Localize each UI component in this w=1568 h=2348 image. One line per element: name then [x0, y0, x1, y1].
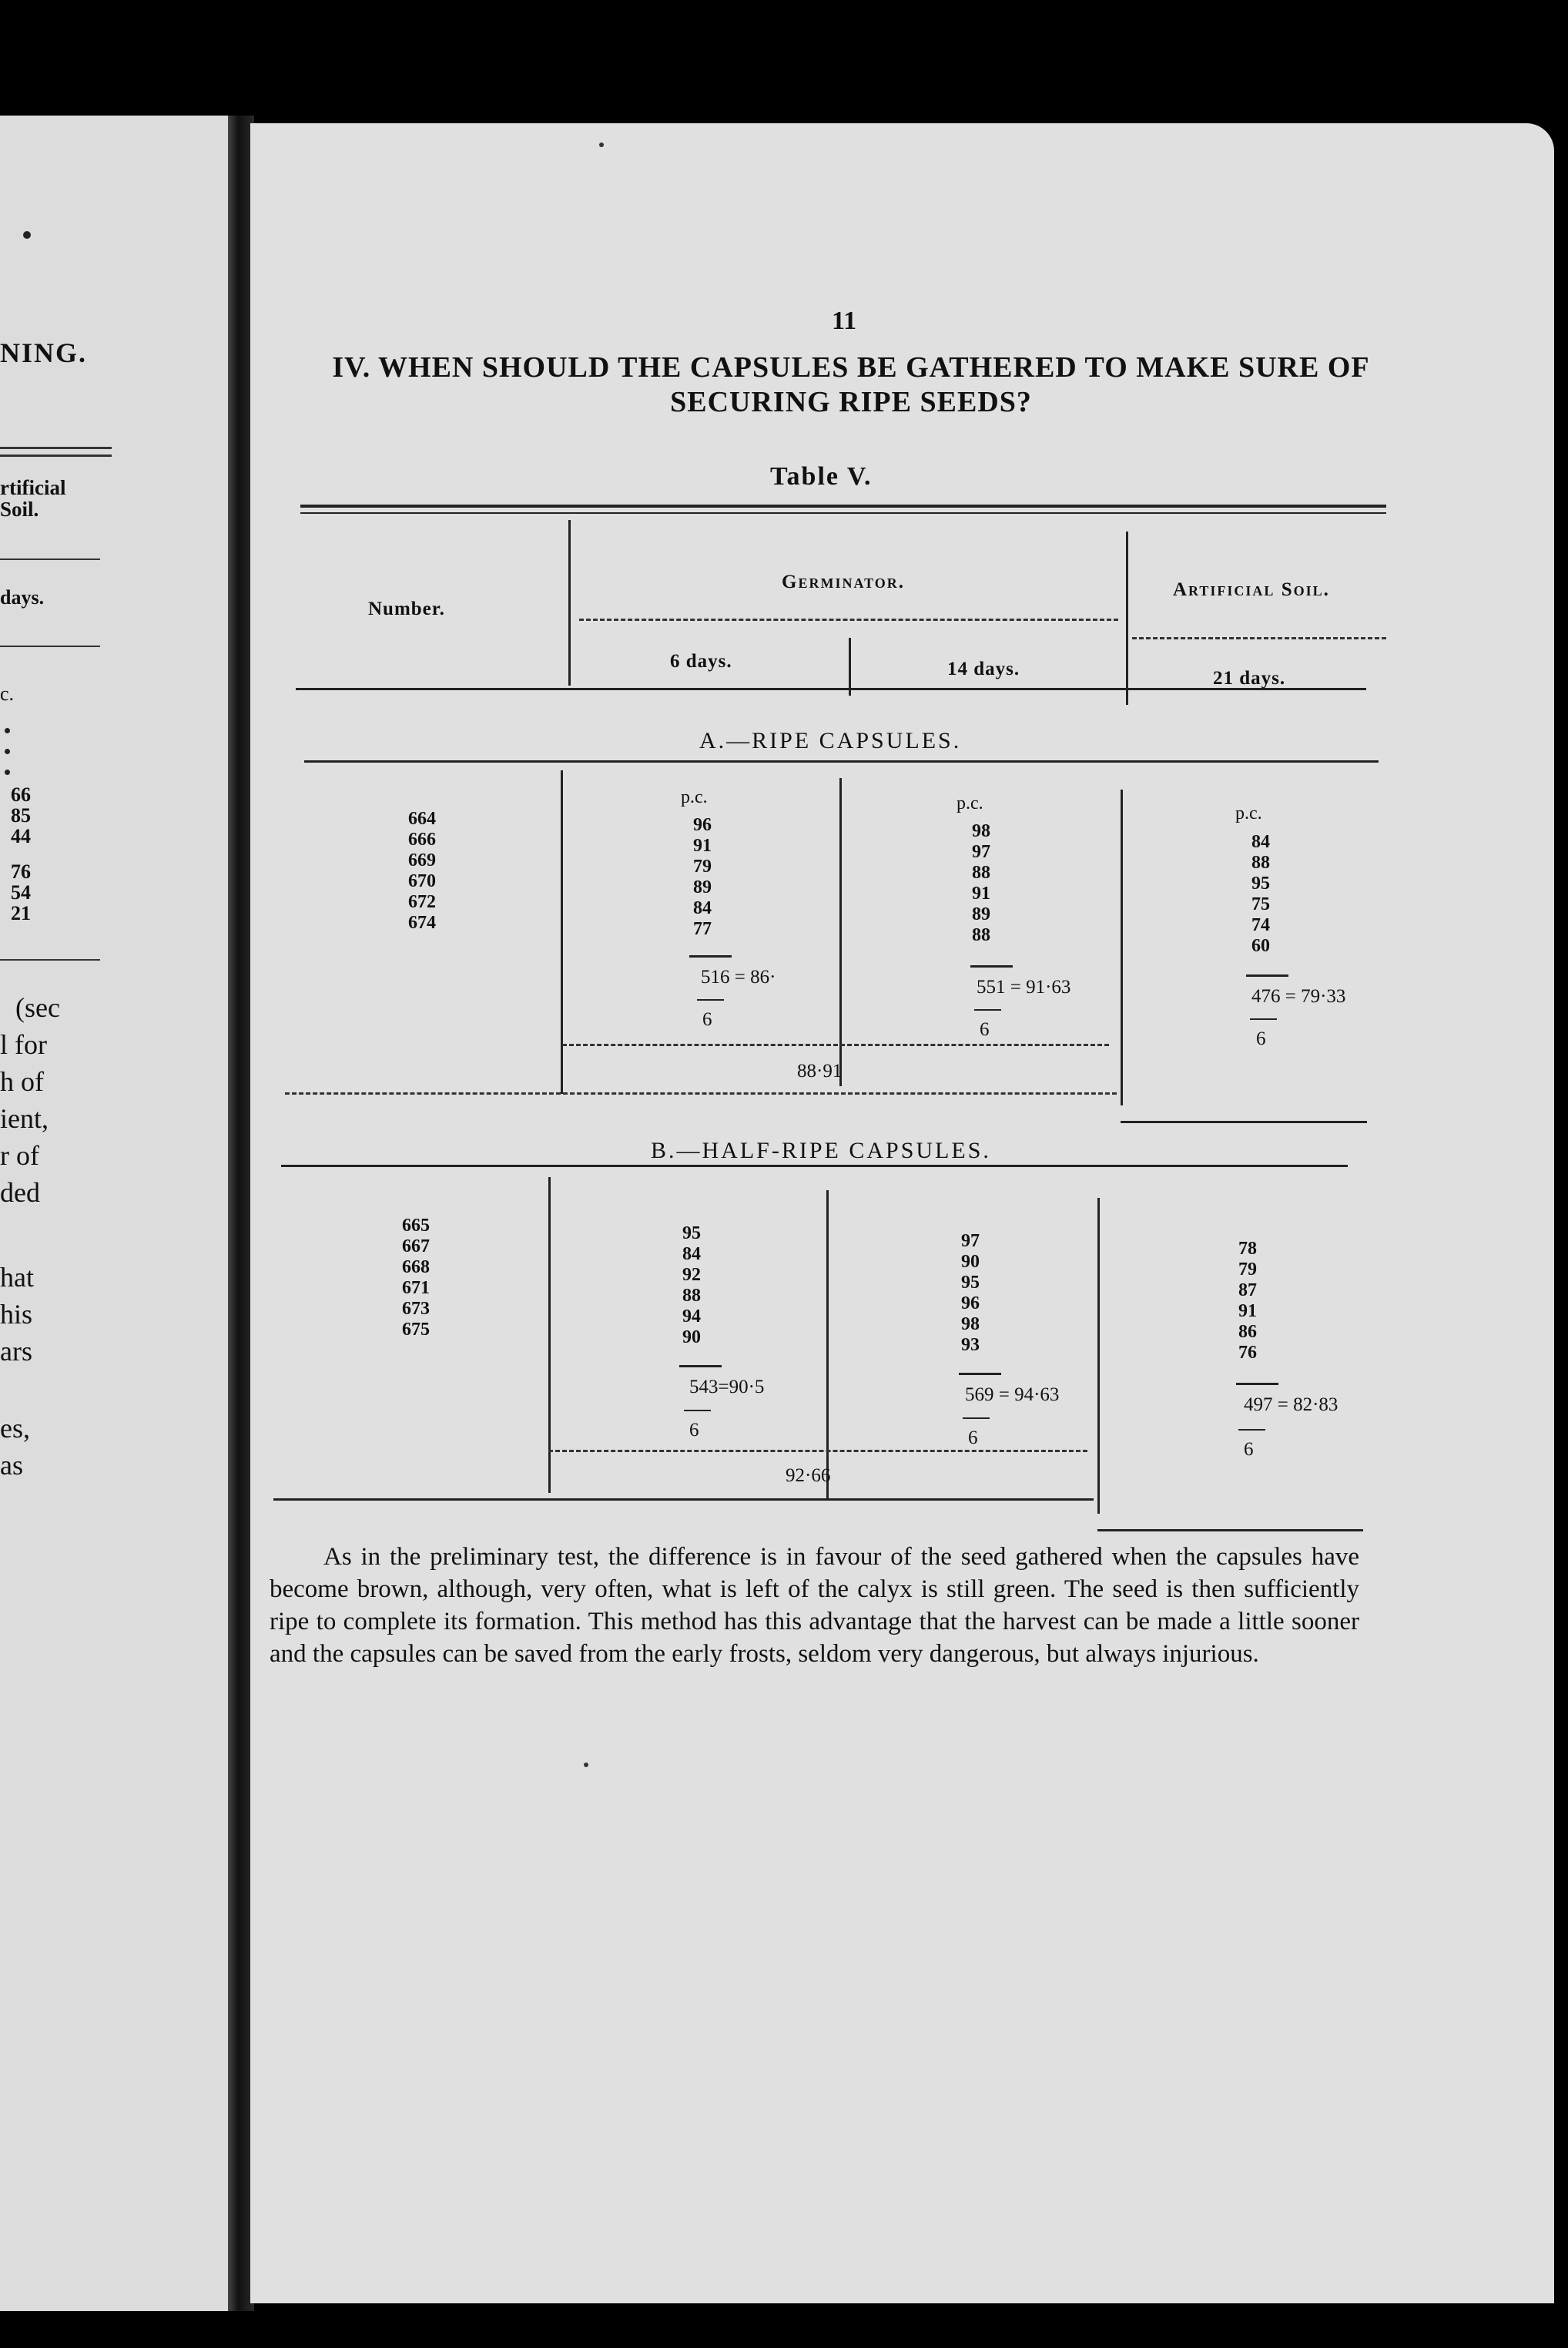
section-b-rule [281, 1165, 1348, 1167]
value: 84 [693, 898, 712, 918]
left-rule [0, 558, 100, 560]
value: 88 [682, 1286, 701, 1306]
section-b-14-days-sum: 569 = 94·63 [965, 1384, 1060, 1405]
value: 88 [1251, 853, 1270, 873]
value: 74 [1251, 915, 1270, 935]
value: 60 [1251, 936, 1270, 956]
section-b-6-days-values [682, 1223, 701, 1348]
value: 94 [682, 1306, 701, 1327]
scan-speck [599, 143, 604, 147]
left-text-fragment: es, [0, 1413, 30, 1444]
col-divider [568, 520, 571, 686]
left-text-fragment: r of [0, 1140, 39, 1171]
left-double-rule [0, 455, 112, 457]
left-text-fragment: ient, [0, 1103, 49, 1134]
value: 91 [693, 836, 712, 856]
fraction-rule [1238, 1429, 1265, 1431]
section-a-title: A.—RIPE CAPSULES. [699, 728, 962, 753]
left-text-fragment: h of [0, 1066, 44, 1097]
left-value: 76 [11, 860, 31, 883]
sample-number: 669 [408, 850, 436, 870]
divisor: 6 [689, 1420, 699, 1441]
col-divider [839, 778, 842, 1086]
col-divider [1126, 532, 1128, 705]
heading-line-2: SECURING RIPE SEEDS? [670, 385, 1032, 418]
page [250, 123, 1554, 2303]
paragraph-text: As in the preliminary test, the difference is in favour of the seed gathered when the capsules have become brown, although, very often, what is left of the calyx is still green. The seed is then sufficiently ripe to complete its formation. This method has this advantage that the harvest can be made a little sooner and the capsules can be saved from the early frosts, seldom very dangerous, but always injurious. [270, 1543, 1359, 1668]
section-b-21-days-values [1238, 1239, 1257, 1364]
left-value: 85 [11, 804, 31, 827]
section-a-bottom-rule [285, 1092, 1117, 1095]
col-divider [826, 1190, 829, 1498]
left-col-header-2: Soil. [0, 498, 39, 521]
value: 79 [1238, 1260, 1257, 1280]
value: 87 [1238, 1280, 1257, 1300]
section-a-14-days-sum: 551 = 91·63 [977, 977, 1071, 998]
header-21-days: 21 days. [1213, 668, 1286, 689]
header-bottom-rule [296, 688, 1366, 690]
section-a-bottom-rule [1121, 1121, 1367, 1123]
value: 97 [972, 842, 990, 862]
unit-label: p.c. [957, 793, 983, 813]
value: 90 [682, 1327, 701, 1347]
value: 79 [693, 857, 712, 877]
left-page-edge [0, 116, 231, 2311]
value: 96 [961, 1293, 980, 1313]
section-b-21-days-sum: 497 = 82·83 [1244, 1394, 1338, 1415]
fraction-rule [974, 1009, 1001, 1011]
sample-number: 668 [402, 1257, 430, 1277]
sample-number: 672 [408, 892, 436, 912]
fraction-rule [697, 999, 724, 1001]
value: 89 [693, 877, 712, 897]
col-divider [1097, 1198, 1100, 1514]
section-a-14-days-values [972, 821, 990, 946]
header-germinator: Germinator. [782, 572, 906, 592]
header-number: Number. [368, 599, 445, 619]
divisor: 6 [1244, 1439, 1254, 1460]
body-paragraph [270, 1541, 1359, 1670]
sample-number: 674 [408, 913, 436, 933]
left-dot [5, 749, 10, 754]
value: 84 [682, 1244, 701, 1264]
left-dot [23, 231, 31, 239]
divisor: 6 [968, 1427, 978, 1448]
table-title: Table V. [770, 462, 873, 491]
left-unit: c. [0, 683, 15, 705]
sum-rule [959, 1373, 1001, 1375]
value: 92 [682, 1265, 701, 1285]
germinator-mean-rule [548, 1450, 1087, 1452]
germinator-mean-rule [562, 1044, 1109, 1046]
sample-number: 670 [408, 871, 436, 891]
value: 98 [972, 821, 990, 841]
unit-label: p.c. [681, 787, 708, 807]
left-value: 66 [11, 783, 31, 806]
value: 76 [1238, 1343, 1257, 1363]
fraction-rule [963, 1417, 990, 1419]
value: 84 [1251, 832, 1270, 852]
left-text-fragment: l for [0, 1029, 47, 1060]
section-a-6-days-values [693, 815, 712, 940]
page-number: 11 [832, 307, 857, 335]
sum-rule [689, 955, 732, 958]
value: 95 [682, 1223, 701, 1243]
left-rule [0, 959, 100, 961]
left-col-header-1: rtificial [0, 476, 66, 499]
section-b-14-days-values [961, 1231, 980, 1356]
left-text-fragment: his [0, 1299, 33, 1330]
section-a-6-days-sum: 516 = 86· [701, 967, 776, 988]
left-dot [5, 770, 10, 775]
table-bottom-rule [273, 1498, 1094, 1501]
col-divider [849, 638, 851, 696]
left-value: 21 [11, 902, 31, 924]
left-text-fragment: as [0, 1450, 23, 1481]
value: 96 [693, 815, 712, 835]
left-value: 44 [11, 825, 31, 847]
col-divider [1121, 790, 1123, 1105]
fraction-rule [684, 1410, 711, 1411]
col-divider [548, 1177, 551, 1493]
value: 97 [961, 1231, 980, 1251]
fraction-rule [1250, 1018, 1277, 1020]
sample-number: 665 [402, 1216, 430, 1236]
value: 75 [1251, 894, 1270, 914]
left-dot [5, 728, 10, 733]
divisor: 6 [1256, 1028, 1266, 1049]
sum-rule [1246, 974, 1288, 977]
table-top-rule [300, 505, 1386, 508]
sample-number: 673 [402, 1299, 430, 1319]
value: 93 [961, 1335, 980, 1355]
value: 91 [972, 884, 990, 904]
left-text-fragment: (sec [15, 992, 60, 1023]
sum-rule [970, 965, 1013, 968]
left-value: 54 [11, 881, 31, 904]
sample-number: 666 [408, 830, 436, 850]
section-b-6-days-sum: 543=90·5 [689, 1377, 765, 1397]
value: 89 [972, 904, 990, 924]
header-dash-rule [579, 619, 1118, 621]
value: 88 [972, 925, 990, 945]
table-top-rule [300, 512, 1386, 514]
left-heading-fragment: NING. [0, 337, 88, 368]
left-rule [0, 646, 100, 647]
sum-rule [1236, 1383, 1278, 1385]
value: 91 [1238, 1301, 1257, 1321]
divisor: 6 [702, 1009, 712, 1030]
section-a-rule [304, 760, 1379, 763]
left-text-fragment: hat [0, 1262, 34, 1293]
value: 86 [1238, 1322, 1257, 1342]
left-col-subheader: days. [0, 586, 45, 609]
sample-number: 664 [408, 809, 436, 829]
section-b-title: B.—HALF-RIPE CAPSULES. [651, 1138, 991, 1163]
value: 77 [693, 919, 712, 939]
value: 88 [972, 863, 990, 883]
header-artificial-soil: Artificial Soil. [1173, 579, 1330, 600]
value: 95 [1251, 874, 1270, 894]
section-b-germinator-mean: 92·66 [786, 1465, 831, 1486]
section-heading [300, 351, 1402, 420]
header-dash-rule [1132, 637, 1386, 639]
sample-number: 675 [402, 1320, 430, 1340]
value: 95 [961, 1273, 980, 1293]
divisor: 6 [980, 1019, 990, 1040]
header-14-days: 14 days. [947, 659, 1020, 679]
value: 98 [961, 1314, 980, 1334]
sample-number: 671 [402, 1278, 430, 1298]
sum-rule [679, 1365, 722, 1367]
value: 78 [1238, 1239, 1257, 1259]
value: 90 [961, 1252, 980, 1272]
heading-line-1: IV. WHEN SHOULD THE CAPSULES BE GATHERED TO MAKE SURE OF [332, 351, 1370, 384]
sample-number: 667 [402, 1236, 430, 1256]
left-double-rule [0, 447, 112, 449]
section-a-numbers [408, 809, 436, 934]
section-a-21-days-sum: 476 = 79·33 [1251, 986, 1346, 1007]
header-6-days: 6 days. [670, 651, 732, 672]
section-b-numbers [402, 1216, 430, 1340]
left-text-fragment: ars [0, 1336, 32, 1367]
left-text-fragment: ded [0, 1177, 40, 1208]
unit-label: p.c. [1235, 803, 1262, 823]
scan-speck [584, 1763, 588, 1767]
table-bottom-rule [1097, 1529, 1363, 1531]
section-a-21-days-values [1251, 832, 1270, 957]
section-a-germinator-mean: 88·91 [797, 1061, 843, 1082]
